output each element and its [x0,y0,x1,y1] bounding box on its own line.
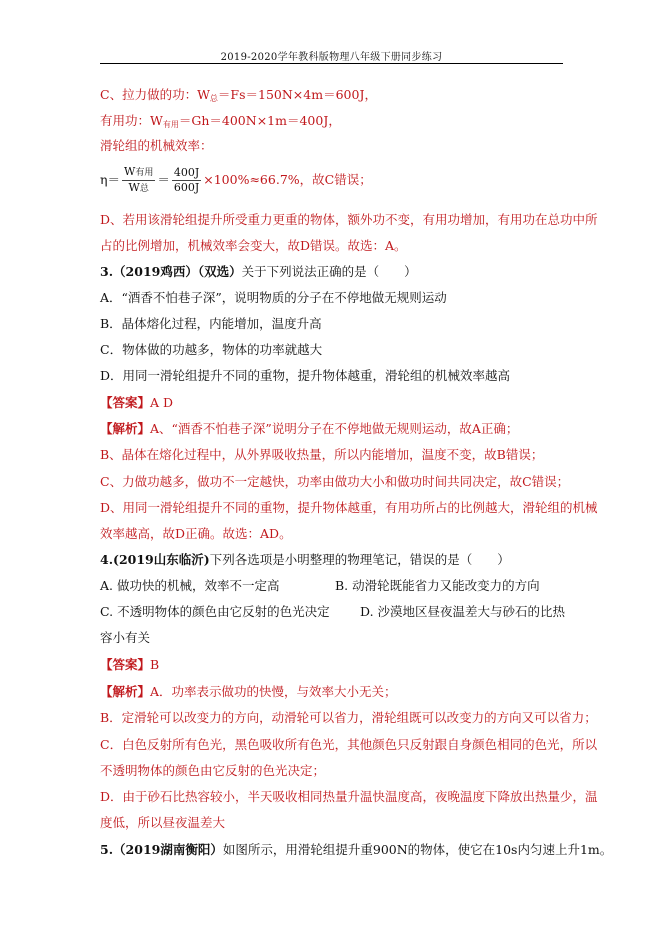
q3-option-b: B．晶体熔化过程，内能增加，温度升高 [100,316,322,331]
q3-option-d: D．用同一滑轮组提升不同的重物，提升物体越重，滑轮组的机械效率越高 [100,368,511,383]
q4-analysis-a: 【解析】A．功率表示做功的快慢，与效率大小无关； [100,684,397,699]
d-explanation-line2: 占的比例增加，机械效率会变大，故D错误。故选：A。 [100,238,407,253]
d-explanation-line1: D、若用该滑轮组提升所受重力更重的物体，额外功不变，有用功增加，有用功在总功中所 [100,212,598,227]
value-fraction: $\frac{400J}{600J}$ [173,166,200,194]
q4-analysis-d2: 度低，所以昼夜温差大 [100,815,226,830]
q4-option-c: C. 不透明物体的颜色由它反射的色光决定 [100,604,330,619]
w-ratio-fraction: $\frac{\text{W有用}}{\text{W总}}$ [124,165,154,194]
q5-stem: 5.（2019湖南衡阳）如图所示，用滑轮组提升重900N的物体，使它在10s内匀速上升1m。 [100,842,613,857]
page-header: 2019-2020学年教科版物理八年级下册同步练习 [220,52,443,63]
q3-analysis-b: B、晶体在熔化过程中，从外界吸收热量，所以内能增加，温度不变，故B错误； [100,447,544,462]
efficiency-formula: η＝ $\frac{\text{W有用}}{\text{W总}}$ ＝ $\frac{400J}{600J}$ ×100%≈66.7%，故C错误； [100,165,372,194]
efficiency-label: 滑轮组的机械效率： [100,138,213,153]
q4-answer: 【答案】B [100,657,160,672]
q4-analysis-d1: D．由于砂石比热容较小，半天吸收相同热量升温快温度高，夜晚温度下降放出热量少，温 [100,789,598,804]
q4-option-d-cont: 容小有关 [100,630,151,645]
useful-work-line: 有用功：$W_{有用}=Gh=400N\times 1m=400J$， [100,113,341,129]
q3-option-c: C．物体做的功越多，物体的功率就越大 [100,342,323,357]
header-divider [100,63,563,64]
q3-answer: 【答案】A D [100,395,174,410]
q4-option-d: D. 沙漠地区昼夜温差大与砂石的比热 [360,604,566,619]
q3-analysis-a: 【解析】A、“酒香不怕巷子深”说明分子在不停地做无规则运动，故A正确； [100,421,519,436]
q4-analysis-c1: C．白色反射所有色光，黑色吸收所有色光，其他颜色只反射跟自身颜色相同的色光，所以 [100,737,598,752]
q4-option-a: A. 做功快的机械，效率不一定高 [100,578,280,593]
c-total-work-line: C、拉力做的功：$W_总=Fs=150N\times 4m=600J$， [100,87,377,103]
q3-analysis-d2: 效率越高，故D正确。故选：AD。 [100,526,292,541]
q4-stem: 4.(2019山东临沂)下列各选项是小明整理的物理笔记，错误的是（ ） [100,552,510,567]
q3-analysis-d1: D、用同一滑轮组提升不同的重物，提升物体越重，有用功所占的比例越大，滑轮组的机械 [100,500,598,515]
q3-option-a: A．“酒香不怕巷子深”，说明物质的分子在不停地做无规则运动 [100,290,447,305]
q4-analysis-b: B．定滑轮可以改变力的方向，动滑轮可以省力，滑轮组既可以改变力的方向又可以省力； [100,710,597,725]
q4-option-b: B. 动滑轮既能省力又能改变力的方向 [335,578,540,593]
q3-analysis-c: C、力做功越多，做功不一定越快，功率由做功大小和做功时间共同决定，故C错误； [100,474,570,489]
q3-stem: 3.（2019鸡西）（双选）关于下列说法正确的是（ ） [100,264,417,279]
q4-analysis-c2: 不透明物体的颜色由它反射的色光决定； [100,763,326,778]
